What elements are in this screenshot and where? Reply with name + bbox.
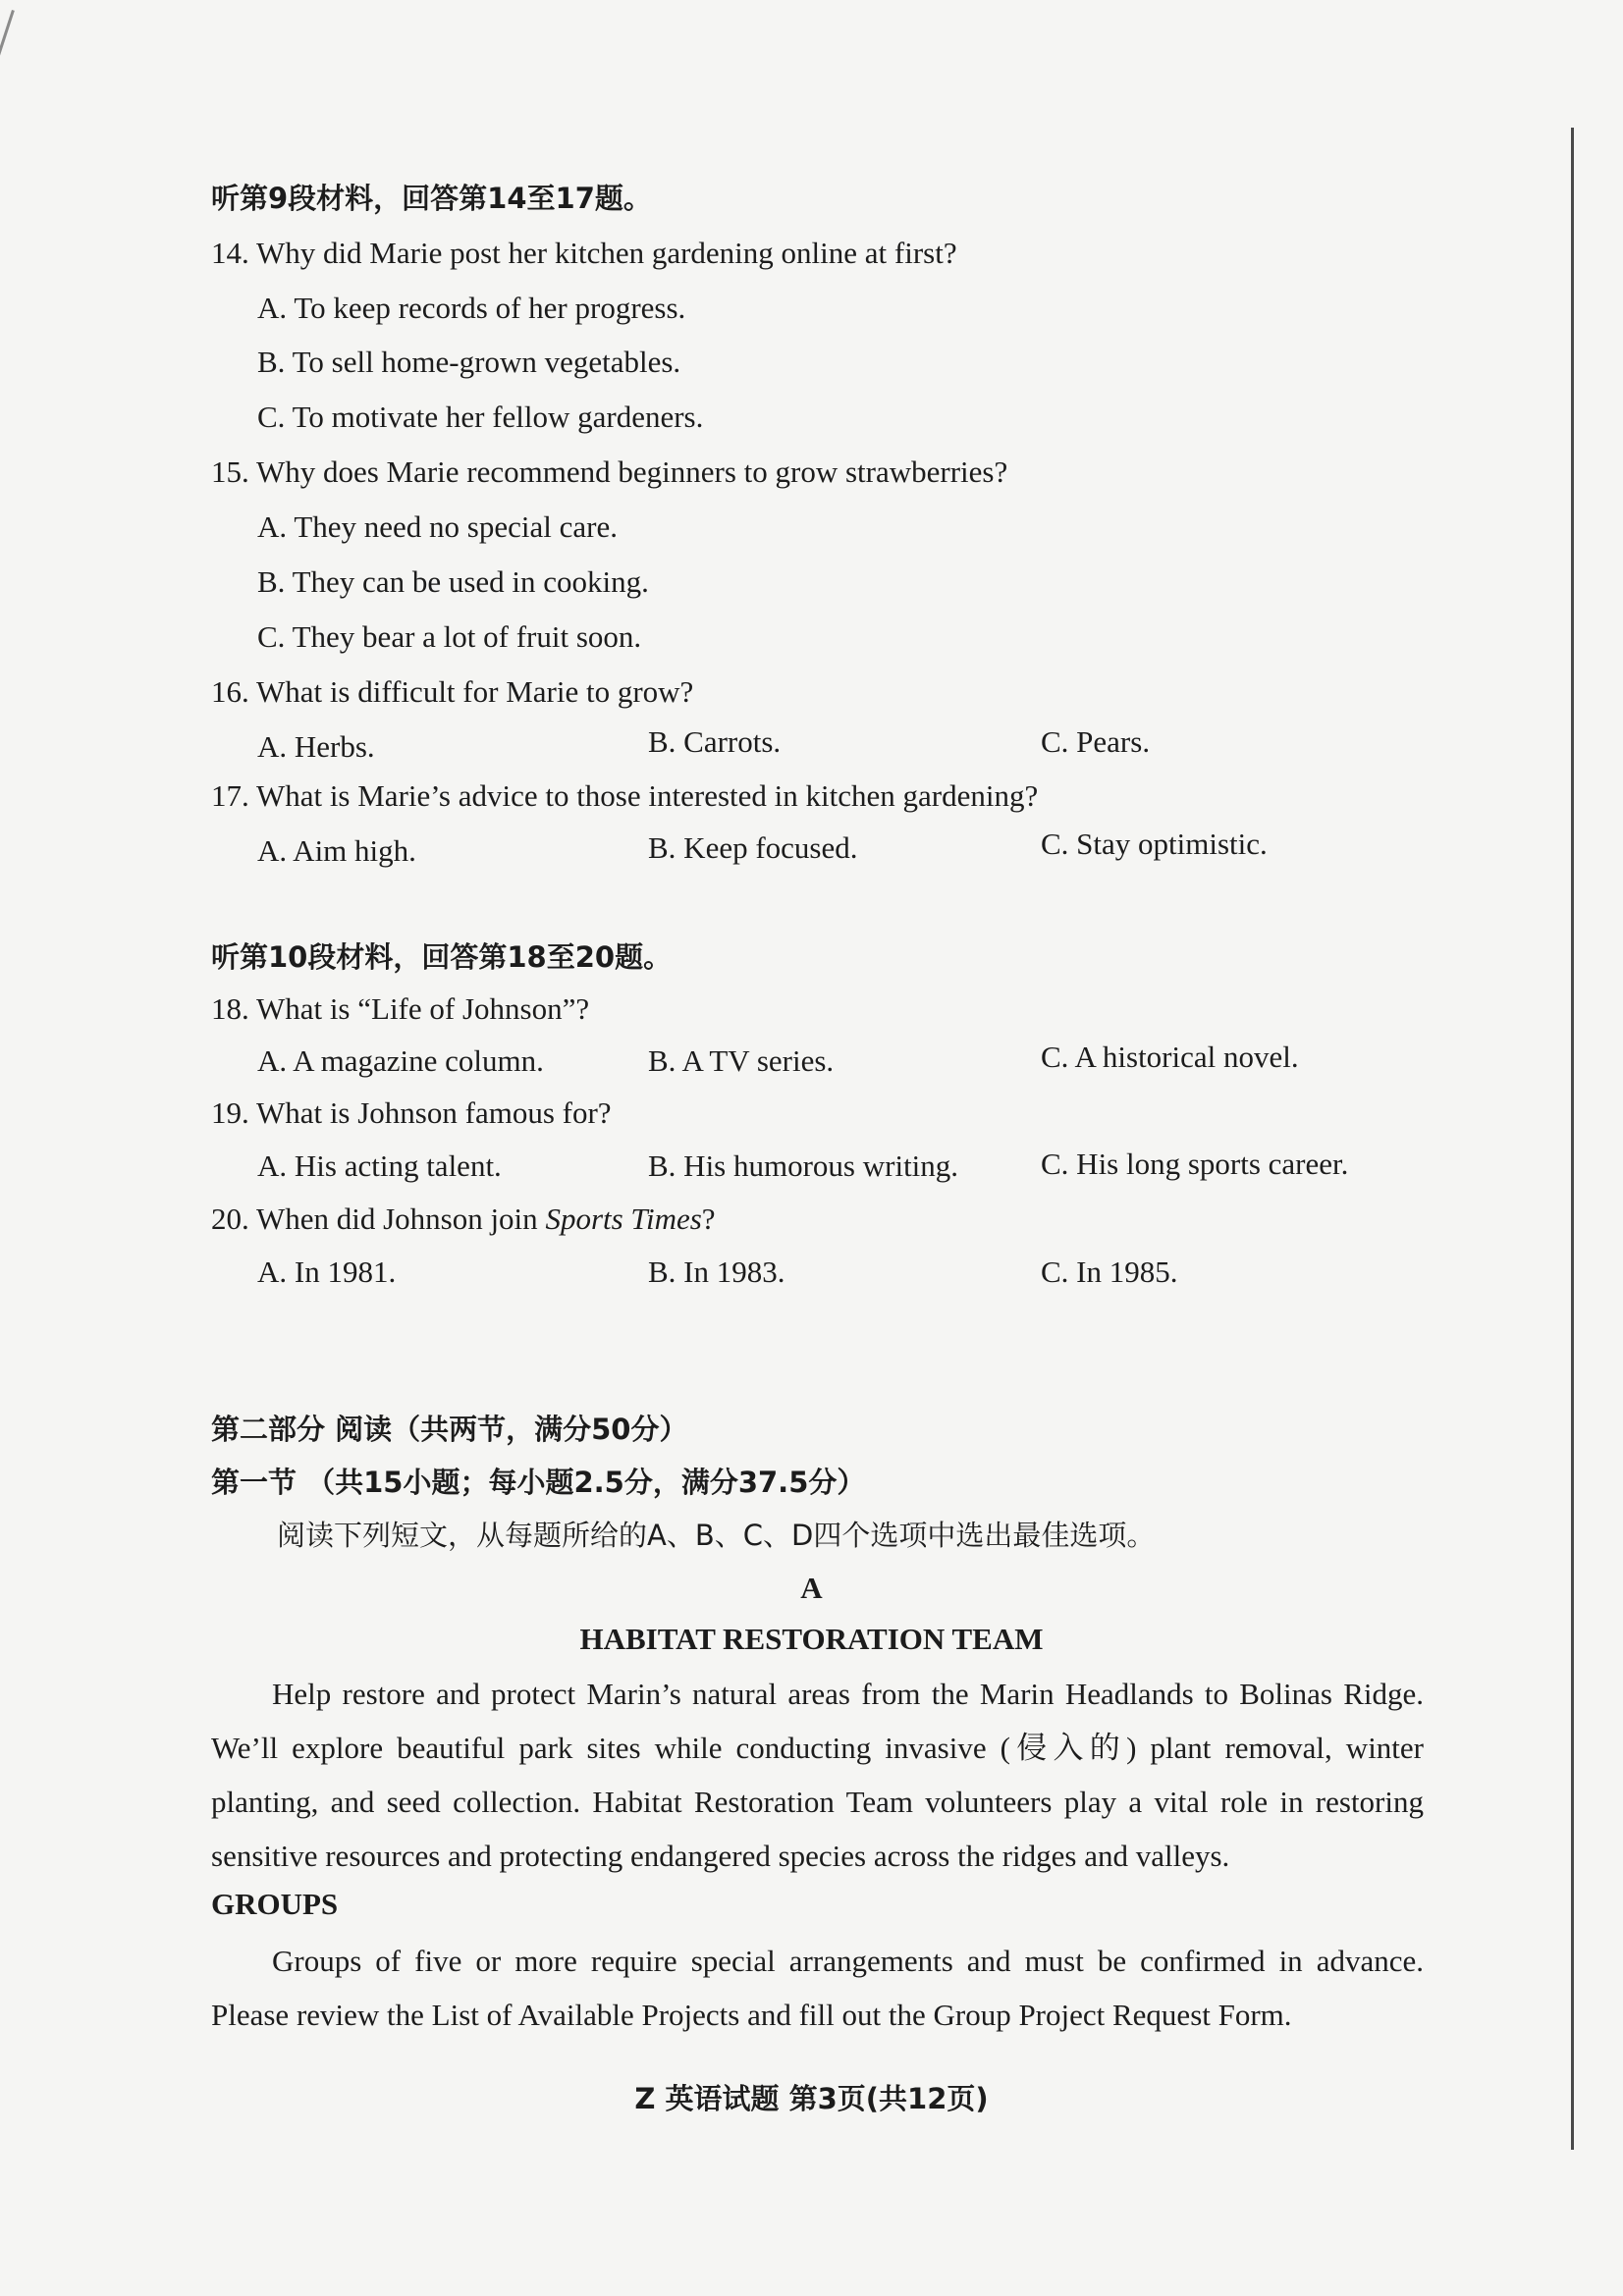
question-15-option-c: C. They bear a lot of fruit soon. <box>257 619 642 654</box>
question-14-option-c: C. To motivate her fellow gardeners. <box>257 400 704 434</box>
scan-mark <box>0 10 15 151</box>
question-15-option-a: A. They need no special care. <box>257 509 618 544</box>
section-header-9: 听第9段材料，回答第14至17题。 <box>211 182 652 215</box>
passage-letter: A <box>800 1571 823 1605</box>
question-20-stem-italic: Sports Times <box>545 1201 702 1236</box>
part2-section-title: 第一节 （共15小题；每小题2.5分，满分37.5分） <box>211 1466 866 1499</box>
question-18-stem: 18. What is “Life of Johnson”? <box>211 991 590 1026</box>
passage-paragraph-2: Groups of five or more require special arrangements and must be confirmed in advance. Please review the List of Available Projects and fill out the Group Project Request Form. <box>211 1944 1424 2032</box>
question-18-option-a: A. A magazine column. <box>257 1043 544 1078</box>
scan-edge-line <box>1571 128 1574 2150</box>
question-16-stem: 16. What is difficult for Marie to grow? <box>211 674 694 709</box>
page-footer <box>0 2079 1623 2119</box>
question-17-stem: 17. What is Marie’s advice to those interested in kitchen gardening? <box>211 778 1039 813</box>
page-footer-text: Z 英语试题 第3页(共12页) <box>634 2082 989 2115</box>
question-16-option-a: A. Herbs. <box>257 729 375 764</box>
question-19-option-c: C. His long sports career. <box>1041 1147 1349 1181</box>
question-18-option-b: B. A TV series. <box>648 1043 835 1078</box>
part2-instruction: 阅读下列短文，从每题所给的A、B、C、D四个选项中选出最佳选项。 <box>277 1519 1156 1552</box>
groups-heading: GROUPS <box>211 1887 339 1921</box>
question-15-option-b: B. They can be used in cooking. <box>257 564 649 599</box>
section-header-10: 听第10段材料，回答第18至20题。 <box>211 940 673 974</box>
question-18-option-c: C. A historical novel. <box>1041 1040 1299 1074</box>
question-17-option-b: B. Keep focused. <box>648 830 858 865</box>
question-16-option-c: C. Pears. <box>1041 724 1151 759</box>
passage-paragraph-1: Help restore and protect Marin’s natural areas from the Marin Headlands to Bolinas Ridge. We’ll explore beautiful park sites while conducting invasive (侵入的) plant removal, winter planting, and seed collection. Habitat Restoration Team volunteers play a vital role in restoring sensitive resources and protecting endangered species across the ridges and valleys. <box>211 1677 1424 1873</box>
question-20-stem-prefix: 20. When did Johnson join <box>211 1201 546 1236</box>
question-14-option-a: A. To keep records of her progress. <box>257 291 686 325</box>
part2-title: 第二部分 阅读（共两节，满分50分） <box>211 1413 688 1446</box>
question-19-option-a: A. His acting talent. <box>257 1148 502 1183</box>
question-20-option-b: B. In 1983. <box>648 1255 785 1289</box>
question-19-option-b: B. His humorous writing. <box>648 1148 959 1183</box>
question-20-option-c: C. In 1985. <box>1041 1255 1178 1289</box>
question-20-stem <box>211 1200 716 1239</box>
question-20-stem-suffix: ? <box>701 1201 716 1236</box>
question-17-option-c: C. Stay optimistic. <box>1041 827 1268 861</box>
question-14-stem: 14. Why did Marie post her kitchen gardening online at first? <box>211 236 957 270</box>
question-19-stem: 19. What is Johnson famous for? <box>211 1095 612 1130</box>
question-20-option-a: A. In 1981. <box>257 1255 397 1289</box>
question-14-option-b: B. To sell home-grown vegetables. <box>257 345 681 379</box>
question-16-option-b: B. Carrots. <box>648 724 782 759</box>
question-15-stem: 15. Why does Marie recommend beginners to grow strawberries? <box>211 454 1008 489</box>
passage-title: HABITAT RESTORATION TEAM <box>579 1622 1044 1656</box>
question-17-option-a: A. Aim high. <box>257 833 416 868</box>
